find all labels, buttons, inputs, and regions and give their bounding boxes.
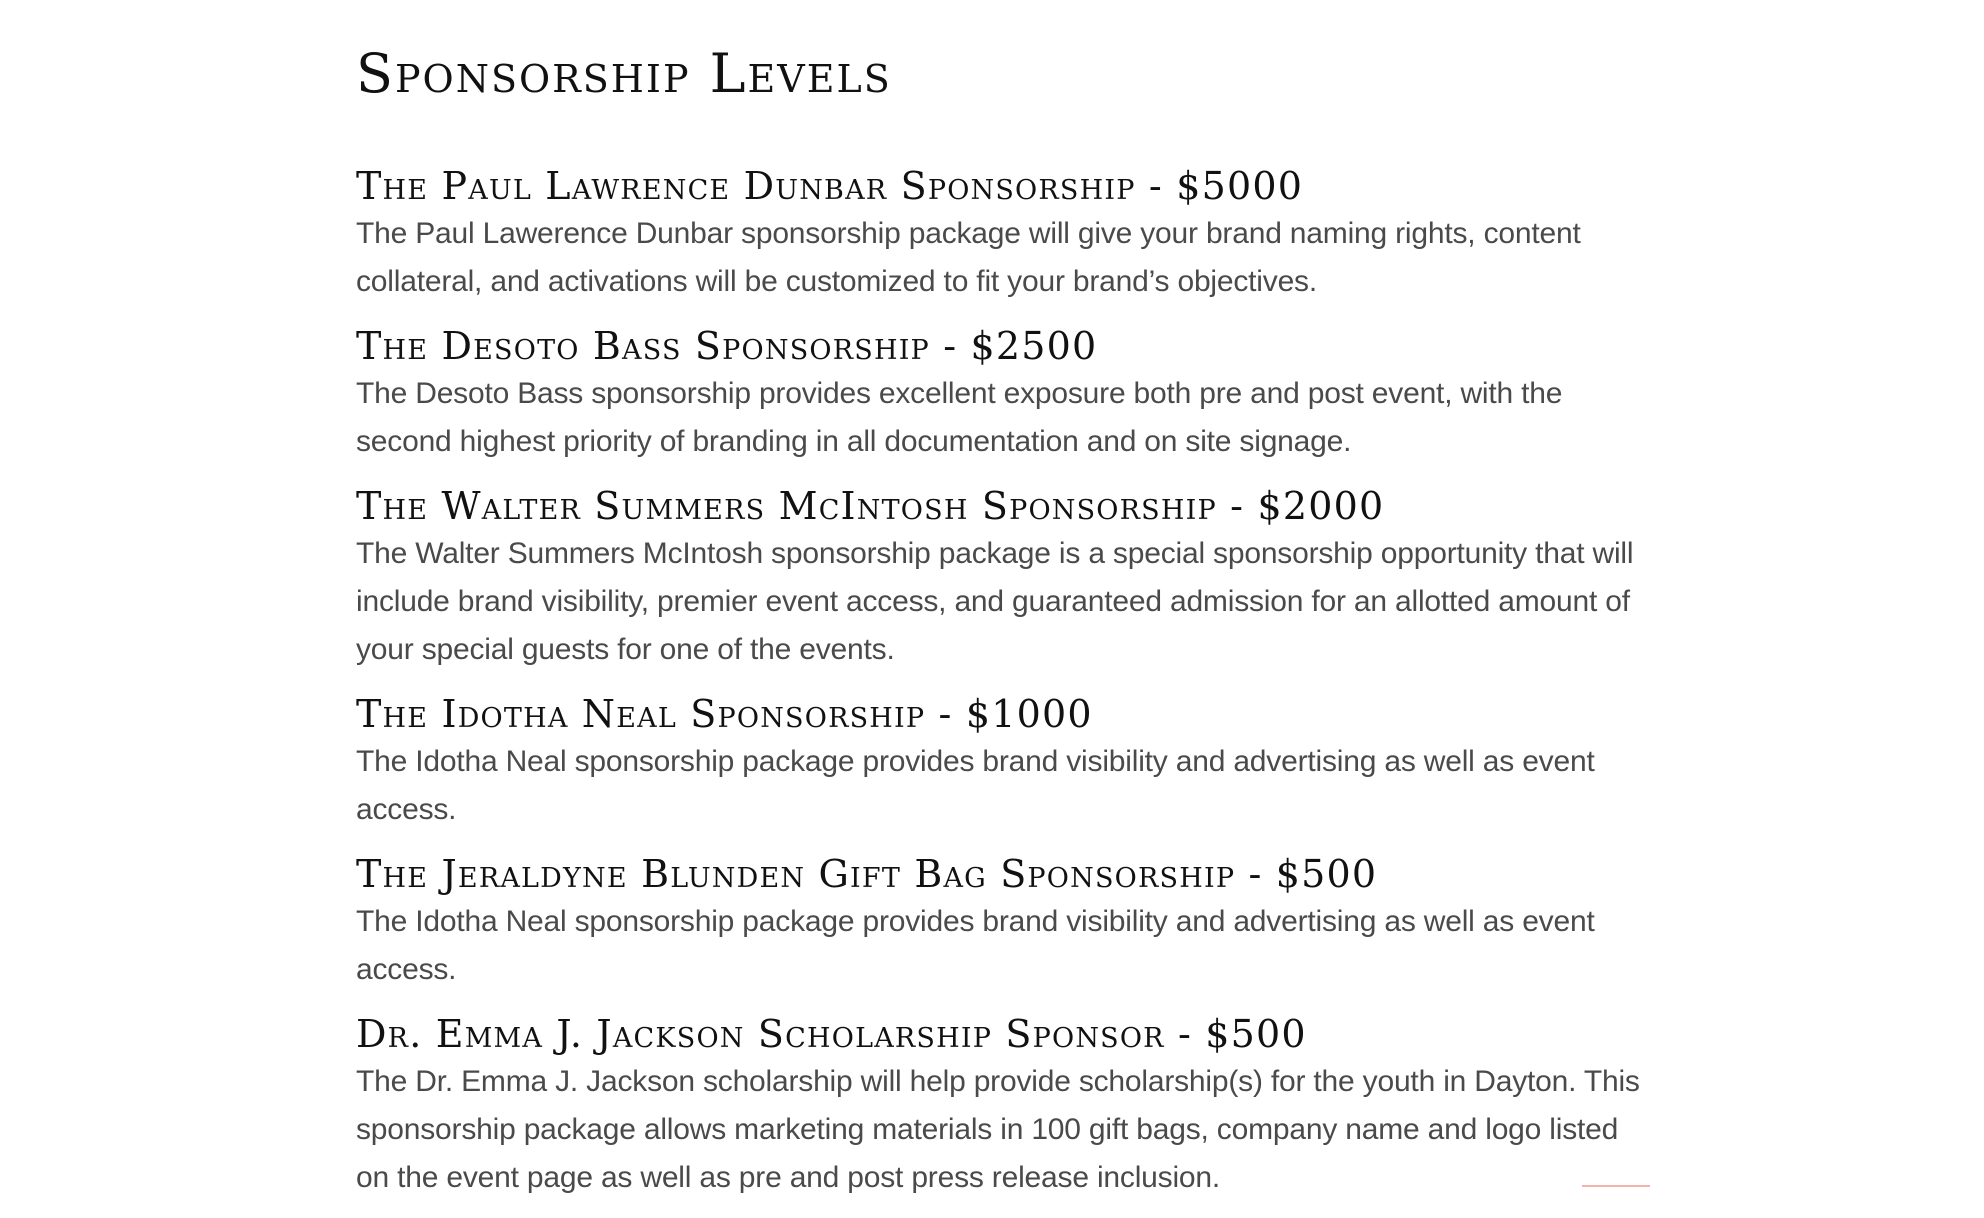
level-title: Dr. Emma J. Jackson Scholarship Sponsor - $500 xyxy=(356,1012,1307,1056)
sponsorship-level-jackson-scholarship xyxy=(356,1010,1656,1202)
sponsorship-level-mcintosh xyxy=(356,482,1656,674)
level-title: The Jeraldyne Blunden Gift Bag Sponsorship - $500 xyxy=(356,852,1378,896)
level-description: The Desoto Bass sponsorship provides excellent exposure both pre and post event, with the second highest priority of branding in all documentation and on site signage. xyxy=(356,377,1563,458)
level-title: The Walter Summers McIntosh Sponsorship - $2000 xyxy=(356,484,1385,528)
level-description: The Paul Lawerence Dunbar sponsorship package will give your brand naming rights, content collateral, and activations will be customized to fit your brand’s objectives. xyxy=(356,217,1581,298)
level-title: The Desoto Bass Sponsorship - $2500 xyxy=(356,324,1098,368)
level-description: The Idotha Neal sponsorship package provides brand visibility and advertising as well as event access. xyxy=(356,905,1595,986)
level-description: The Idotha Neal sponsorship package provides brand visibility and advertising as well as event access. xyxy=(356,745,1595,826)
accent-divider xyxy=(1582,1185,1650,1187)
page-title: Sponsorship Levels xyxy=(356,42,892,105)
sponsorship-level-idotha-neal xyxy=(356,690,1656,834)
level-description: The Dr. Emma J. Jackson scholarship will help provide scholarship(s) for the youth in Dayton. This sponsorship package allows marketing materials in 100 gift bags, company name and logo listed on the event page as well as pre and post press release inclusion. xyxy=(356,1065,1640,1194)
sponsorship-level-blunden-gift-bag xyxy=(356,850,1656,994)
level-title: The Paul Lawrence Dunbar Sponsorship - $5000 xyxy=(356,164,1304,208)
level-description: The Walter Summers McIntosh sponsorship package is a special sponsorship opportunity that will include brand visibility, premier event access, and guaranteed admission for an allotted amount of your special guests for one of the events. xyxy=(356,537,1634,666)
sponsorship-content xyxy=(356,40,1656,1218)
level-title: The Idotha Neal Sponsorship - $1000 xyxy=(356,692,1093,736)
sponsorship-level-desoto-bass xyxy=(356,322,1656,466)
sponsorship-level-dunbar xyxy=(356,162,1656,306)
